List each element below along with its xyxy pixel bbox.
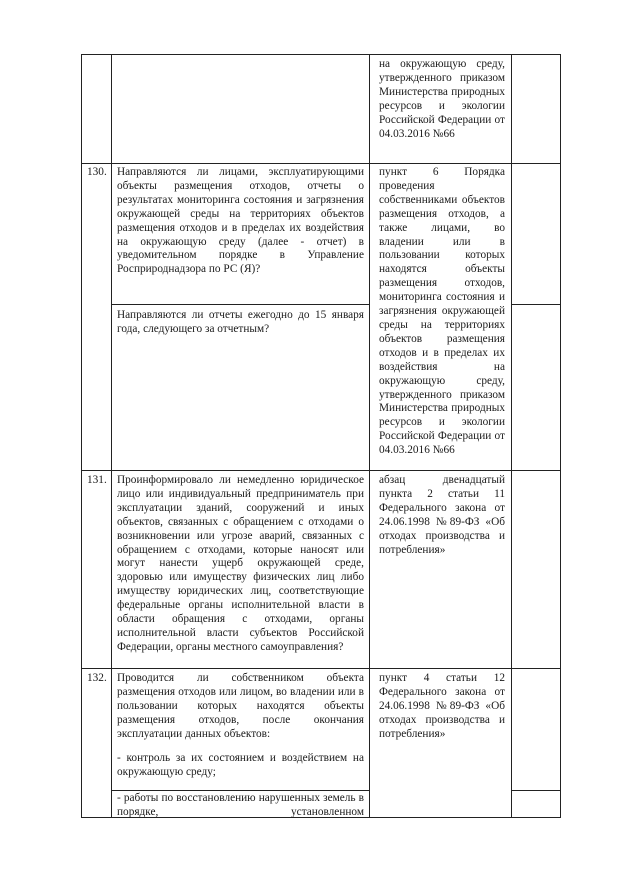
row-reference: на окружающую среду, утвержденного приказом Министерства природных ресурсов и экологии Российской Федерации от 04.03.2016 №66 [379, 58, 505, 140]
row-number: 132. [87, 672, 107, 684]
table-border [81, 668, 561, 669]
table-border [81, 54, 82, 818]
table-border [111, 304, 369, 305]
table-border [81, 54, 561, 55]
row-number: 130. [87, 166, 107, 178]
row-reference: абзац двенадцатый пункта 2 статьи 11 Федерального закона от 24.06.1998 №89-ФЗ «Об отходах производства и потребления» [379, 474, 505, 556]
table-border [560, 54, 561, 818]
table-border [511, 54, 512, 818]
table-border [111, 790, 369, 791]
row-reference: пункт 4 статьи 12 Федерального закона от 24.06.1998 №89-ФЗ «Об отходах производства и потребления» [379, 672, 505, 740]
row-question: Направляются ли отчеты ежегодно до 15 января года, следующего за отчетным? [117, 309, 364, 335]
table-border [511, 790, 561, 791]
table-border [111, 54, 112, 818]
row-question: Проводится ли собственником объекта размещения отходов или лицом, во владении или в пользовании которых находятся объекты размещения отходов, после окончания эксплуатации данных объектов: [117, 672, 364, 740]
table-border [369, 54, 370, 818]
row-question: - работы по восстановлению нарушенных земель в порядке, установленном [117, 792, 364, 818]
row-number: 131. [87, 474, 107, 486]
table-border [81, 470, 561, 471]
table-border [511, 304, 561, 305]
row-question: - контроль за их состоянием и воздействием на окружающую среду; [117, 752, 364, 778]
row-reference: пункт 6 Порядка проведения собственниками объектов размещения отходов, а также лицами, во владении или в пользовании которых находятся объекты размещения отходов, мониторинга состояния и загрязнения окружающей среды на территориях объектов размещения отходов и в пределах их воздействия на окружающую среду, утвержденного приказом Министерства природных ресурсов и экологии Российской Федерации от 04.03.2016 №66 [379, 166, 505, 457]
row-question: Направляются ли лицами, эксплуатирующими объекты размещения отходов, отчеты о результатах мониторинга состояния и загрязнения окружающей среды на территориях объектов размещения отходов и в пределах их воздействия на окружающую среду (далее - отчет) в уведомительном порядке в Управление Росприроднадзора по РС (Я)? [117, 166, 364, 276]
row-question: Проинформировало ли немедленно юридическое лицо или индивидуальный предприниматель при эксплуатации зданий, сооружений и иных объектов, связанных с обращением с отходами о возникновении или угрозе аварий, связанных с обращением с отходами, которые наносят или могут нанести ущерб окружающей среде, здоровью или имуществу физических лиц либо имуществу юридических лиц, соответствующие федеральные органы исполнительной власти в области обращения с отходами, органы исполнительной власти субъектов Российской Федерации, органы местного самоуправления? [117, 474, 364, 653]
table-border [81, 163, 561, 164]
